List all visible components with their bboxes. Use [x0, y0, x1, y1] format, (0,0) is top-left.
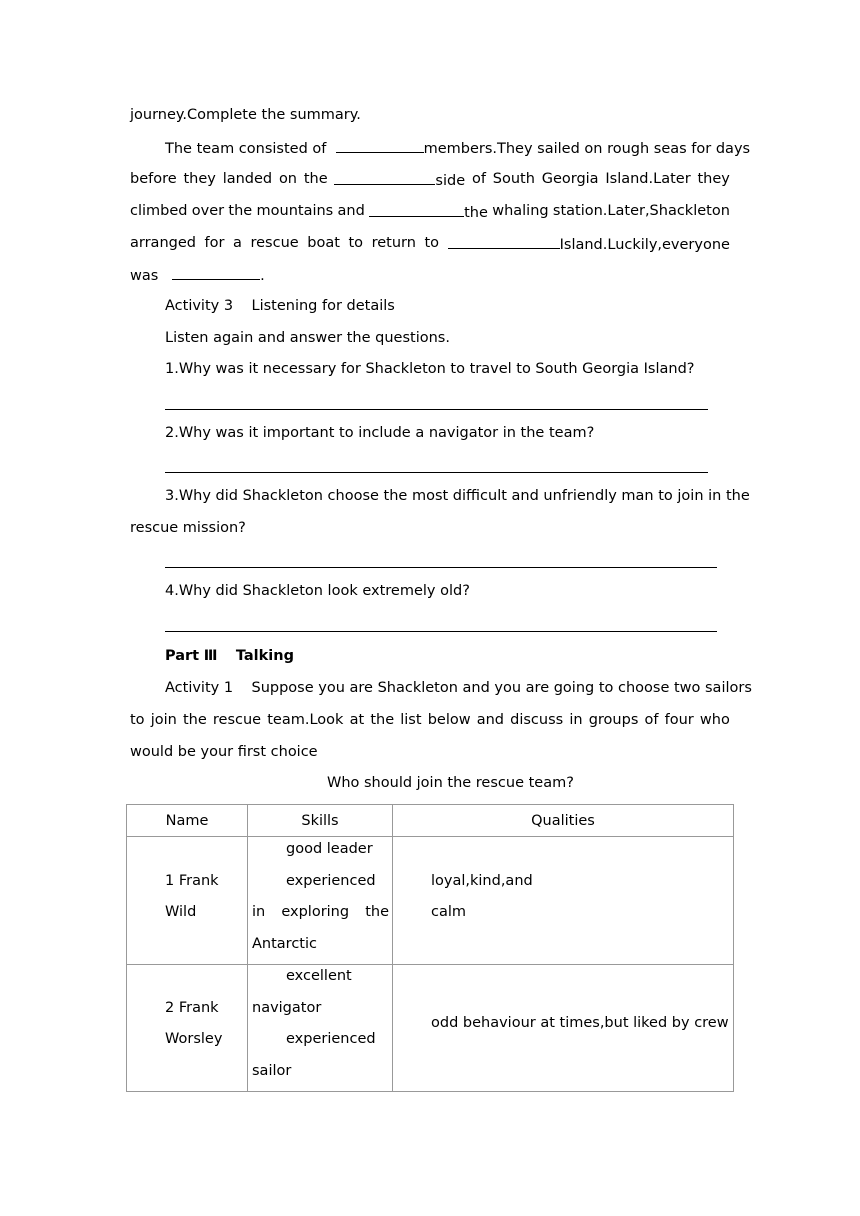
skills-line: in exploring the — [252, 904, 389, 920]
answer-group — [334, 169, 465, 191]
name-line: Wild — [165, 904, 197, 920]
qualities-line: calm — [431, 904, 467, 920]
summary-line-1 — [165, 137, 751, 159]
activity-subtitle: Listening for details — [251, 298, 395, 314]
word: landed — [222, 171, 273, 187]
summary-text: The team consisted of — [165, 141, 327, 157]
word: to — [424, 235, 440, 251]
question-3-line-2: rescue mission? — [130, 520, 246, 536]
name-line: 1 Frank — [165, 873, 219, 889]
word: groups — [588, 712, 639, 728]
cell-name — [127, 837, 248, 965]
word: was — [130, 268, 159, 284]
skills-line: experienced — [286, 873, 376, 889]
word: they — [183, 171, 216, 187]
word: return — [371, 235, 416, 251]
activity-3-heading — [165, 296, 395, 316]
cell-skills — [248, 837, 393, 965]
summary-intro-line: journey.Complete the summary. — [130, 107, 361, 123]
summary-text: members.They sailed on rough seas for days — [423, 141, 751, 157]
word: in — [569, 712, 583, 728]
answer-group — [448, 233, 730, 255]
name-line: Worsley — [165, 1031, 223, 1047]
question-2: 2.Why was it important to include a navigator in the team? — [165, 425, 595, 441]
word: of — [471, 171, 486, 187]
word: at — [349, 712, 365, 728]
word: to — [130, 712, 145, 728]
skills-line: navigator — [252, 1000, 322, 1016]
word: side — [435, 173, 466, 189]
header-skills: Skills — [248, 805, 393, 837]
table-caption: Who should join the rescue team? — [327, 775, 574, 791]
word: and — [337, 203, 365, 219]
word: South — [492, 171, 535, 187]
word: join — [150, 712, 177, 728]
word: boat — [307, 235, 340, 251]
word: Island.Later — [605, 171, 691, 187]
word: discuss — [510, 712, 564, 728]
rescue-team-table — [126, 804, 734, 1092]
word: to — [348, 235, 364, 251]
answer-group — [369, 201, 488, 223]
word: four — [664, 712, 694, 728]
skills-line: good leader — [286, 841, 373, 857]
header-qualities: Qualities — [393, 805, 734, 837]
activity-label: Activity 3 — [165, 298, 234, 314]
word: rescue — [250, 235, 299, 251]
table-header-row — [127, 805, 734, 837]
answer-line-3[interactable] — [165, 567, 717, 568]
answer-blank[interactable] — [369, 201, 464, 217]
summary-line-5 — [130, 264, 265, 286]
cell-skills — [248, 965, 393, 1092]
answer-line-2[interactable] — [165, 472, 708, 473]
activity-3-instruction: Listen again and answer the questions. — [165, 330, 450, 346]
word: who — [699, 712, 730, 728]
part-label: Part — [165, 648, 200, 664]
activity-text: Suppose you are Shackleton and you are going to choose two sailors — [251, 680, 752, 696]
cell-qualities — [393, 965, 734, 1092]
question-1: 1.Why was it necessary for Shackleton to travel to South Georgia Island? — [165, 361, 695, 377]
qualities-line: odd behaviour at times,but liked by crew — [431, 1015, 729, 1031]
summary-line-2 — [130, 169, 730, 191]
word: below — [427, 712, 471, 728]
answer-line-1[interactable] — [165, 409, 708, 410]
table-row — [127, 965, 734, 1092]
word: they — [697, 171, 730, 187]
word: Georgia — [541, 171, 599, 187]
name-line: 2 Frank — [165, 1000, 219, 1016]
word: of — [644, 712, 659, 728]
word: . — [260, 268, 265, 284]
word: before — [130, 171, 177, 187]
word: list — [400, 712, 422, 728]
word: arranged — [130, 235, 196, 251]
word: the — [228, 203, 253, 219]
activity-1-line-2 — [130, 710, 730, 730]
cell-qualities — [393, 837, 734, 965]
word: whaling — [492, 203, 549, 219]
word: rescue — [212, 712, 262, 728]
part-title: Talking — [235, 648, 294, 664]
header-name: Name — [127, 805, 248, 837]
answer-blank[interactable] — [172, 264, 260, 280]
answer-line-4[interactable] — [165, 631, 717, 632]
part-numeral: Ⅲ — [203, 648, 218, 664]
answer-blank[interactable] — [448, 233, 560, 249]
answer-blank[interactable] — [336, 137, 424, 153]
word: a — [233, 235, 242, 251]
cell-name — [127, 965, 248, 1092]
question-3-line-1: 3.Why did Shackleton choose the most difficult and unfriendly man to join in the — [165, 488, 750, 504]
summary-line-3 — [130, 201, 730, 223]
word: for — [204, 235, 225, 251]
word: team.Look — [267, 712, 344, 728]
qualities-line: loyal,kind,and — [431, 873, 533, 889]
activity-1-line-3: would be your first choice — [130, 744, 318, 760]
part-3-heading — [165, 646, 294, 666]
question-4: 4.Why did Shackleton look extremely old? — [165, 583, 470, 599]
word: on — [278, 171, 297, 187]
activity-1-line-1 — [165, 678, 752, 698]
word: station.Later,Shackleton — [552, 203, 730, 219]
word: Island.Luckily,everyone — [559, 237, 730, 253]
word: over — [191, 203, 225, 219]
skills-line: Antarctic — [252, 936, 317, 952]
word: the — [370, 712, 395, 728]
skills-line: sailor — [252, 1063, 292, 1079]
word: the — [303, 171, 328, 187]
table-row — [127, 837, 734, 965]
word: the — [182, 712, 207, 728]
word: the — [464, 205, 488, 221]
summary-line-4 — [130, 233, 730, 255]
word: climbed — [130, 203, 188, 219]
skills-line: excellent — [286, 968, 352, 984]
skills-line: experienced — [286, 1031, 376, 1047]
answer-blank[interactable] — [334, 169, 435, 185]
word: mountains — [256, 203, 334, 219]
activity-label: Activity 1 — [165, 680, 234, 696]
word: and — [476, 712, 504, 728]
